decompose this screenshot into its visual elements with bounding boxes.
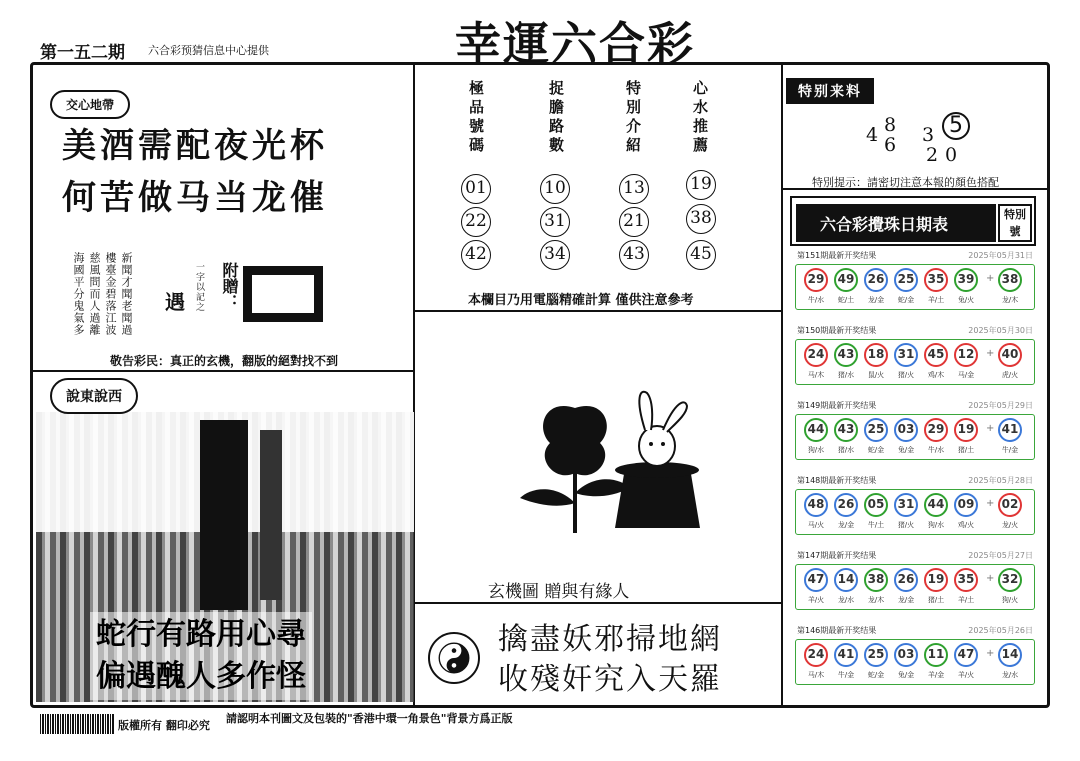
number-circle: 43: [619, 240, 649, 270]
draw-label: 第147期最新开奖结果: [797, 551, 877, 560]
number-circle: 01: [461, 174, 491, 204]
zodiac-label: 猪/土: [927, 596, 945, 604]
zodiac-label: 狗/火: [1001, 596, 1019, 604]
ball: 25: [864, 643, 888, 667]
ball: 38: [864, 568, 888, 592]
special-ball: 32: [998, 568, 1022, 592]
zodiac-label: 羊/火: [957, 671, 975, 679]
plus-icon: +: [986, 423, 995, 434]
zodiac-label: 龙/金: [837, 521, 855, 529]
ball: 29: [924, 418, 948, 442]
draw-label: 第146期最新开奖结果: [797, 626, 877, 635]
number-circle: 21: [619, 207, 649, 237]
footer-notice: 請認明本刊圖文及包裝的"香港中環一角景色"背景方爲正版: [226, 712, 513, 725]
zodiac-label: 蛇/金: [867, 671, 885, 679]
zodiac-label: 狗/水: [927, 521, 945, 529]
number-circle: 42: [461, 240, 491, 270]
number-circle: 45: [686, 240, 716, 270]
ball: 31: [894, 493, 918, 517]
number-circle: 31: [540, 207, 570, 237]
yu-character: 遇: [165, 290, 185, 314]
zodiac-label: 猪/土: [957, 446, 975, 454]
attach-label: 附贈：: [220, 262, 239, 310]
draw-header: [797, 550, 1035, 561]
zodiac-label: 猪/水: [837, 446, 855, 454]
draw-row: [795, 564, 1035, 610]
rights-text: 版權所有 翻印必究: [118, 719, 210, 732]
divider-right: [781, 64, 783, 708]
poem-bottom-line1: 蛇行有路用心尋: [96, 617, 306, 652]
ball: 35: [924, 268, 948, 292]
ball: 31: [894, 343, 918, 367]
draw-header: [797, 400, 1035, 411]
number-circle: 38: [686, 204, 716, 234]
zodiac-label: 兔/金: [897, 671, 915, 679]
ball: 26: [834, 493, 858, 517]
special-ball: 40: [998, 343, 1022, 367]
barcode-icon: [40, 714, 114, 734]
plus-icon: +: [986, 348, 995, 359]
col-title-4: 心水推薦: [691, 80, 709, 156]
zodiac-label: 虎/火: [1001, 371, 1019, 379]
ball: 29: [804, 268, 828, 292]
ball: 12: [954, 343, 978, 367]
zodiac-label: 牛/水: [927, 446, 945, 454]
plus-icon: +: [986, 573, 995, 584]
tower-shape: [200, 420, 248, 610]
draw-date: 2025年05月28日: [968, 476, 1033, 485]
special-num: 8: [884, 114, 897, 136]
zodiac-label: 马/金: [957, 371, 975, 379]
number-circle: 22: [461, 207, 491, 237]
zodiac-label: 龙/木: [1001, 296, 1019, 304]
zodiac-label: 牛/水: [807, 296, 825, 304]
zodiac-label: 猪/火: [897, 521, 915, 529]
draw-row: [795, 339, 1035, 385]
draw-header: [797, 325, 1035, 336]
number-circle: 10: [540, 174, 570, 204]
divider-mid-bottom: [414, 602, 782, 604]
rabbit-hat-icon: [615, 392, 700, 528]
special-num: 0: [945, 144, 958, 166]
special-badge: 特別號: [998, 204, 1032, 242]
ball: 44: [804, 418, 828, 442]
disclaimer-text: 本欄目乃用電腦精確計算 僅供注意參考: [468, 293, 694, 308]
zodiac-label: 马/火: [807, 521, 825, 529]
zodiac-label: 龙/金: [867, 296, 885, 304]
poem-top-line1: 美酒需配夜光杯: [62, 126, 328, 166]
riddle-caption: 玄機圖 贈與有緣人: [488, 582, 630, 602]
poem-bottom: [90, 612, 312, 700]
zodiac-label: 龙/火: [1001, 521, 1019, 529]
draw-header: [797, 250, 1035, 261]
zodiac-label: 蛇/金: [867, 446, 885, 454]
zodiac-label: 龙/金: [897, 596, 915, 604]
attached-image-box: [243, 266, 323, 322]
yin-yang-icon: [428, 632, 480, 684]
poem-top: [62, 120, 328, 224]
special-ball: 41: [998, 418, 1022, 442]
divider-left-mid: [32, 370, 414, 372]
schedule-title: 六合彩攪珠日期表: [820, 215, 949, 234]
zodiac-label: 羊/金: [927, 671, 945, 679]
draw-date: 2025年05月26日: [968, 626, 1033, 635]
col-title-1: 極品號碼: [467, 80, 485, 156]
verse-col-3: 慈風問而人過離: [88, 252, 101, 336]
ball: 11: [924, 643, 948, 667]
plus-icon: +: [986, 648, 995, 659]
draw-date: 2025年05月27日: [968, 551, 1033, 560]
draw-label: 第149期最新开奖结果: [797, 401, 877, 410]
zodiac-label: 龙/木: [867, 596, 885, 604]
ball: 24: [804, 643, 828, 667]
col-title-3: 特別介紹: [624, 80, 642, 156]
verse-col-1: 新聞才聞老聞過: [120, 252, 133, 336]
ball: 39: [954, 268, 978, 292]
brand-title: 幸運六合彩: [455, 17, 695, 71]
number-circle: 13: [619, 174, 649, 204]
draw-row: [795, 414, 1035, 460]
special-hint: 特別提示：請密切注意本報的顏色搭配: [812, 176, 999, 189]
ball: 19: [954, 418, 978, 442]
ball: 25: [894, 268, 918, 292]
zodiac-label: 兔/金: [897, 446, 915, 454]
poem-middle: [498, 620, 722, 700]
zodiac-label: 猪/火: [897, 371, 915, 379]
poem-top-line2: 何苦做马当龙催: [62, 178, 328, 218]
draw-label: 第151期最新开奖结果: [797, 251, 877, 260]
ball: 14: [834, 568, 858, 592]
draw-header: [797, 475, 1035, 486]
poem-bottom-line2: 偏遇醜人多作怪: [96, 659, 306, 694]
special-ball: 02: [998, 493, 1022, 517]
ball: 35: [954, 568, 978, 592]
ball: 03: [894, 418, 918, 442]
ball: 18: [864, 343, 888, 367]
ball: 44: [924, 493, 948, 517]
number-circle: 34: [540, 240, 570, 270]
ball: 43: [834, 418, 858, 442]
zodiac-label: 鼠/火: [867, 371, 885, 379]
zodiac-label: 羊/土: [957, 596, 975, 604]
divider-mid-top: [414, 310, 782, 312]
ball: 25: [864, 418, 888, 442]
zodiac-label: 羊/土: [927, 296, 945, 304]
poem-middle-line2: 收殘奸究入天羅: [498, 662, 722, 697]
special-num: 6: [884, 134, 897, 156]
ball: 43: [834, 343, 858, 367]
draw-row: [795, 639, 1035, 685]
draw-header: [797, 625, 1035, 636]
speech-bubble: 說東說西: [50, 378, 138, 414]
zodiac-label: 蛇/土: [837, 296, 855, 304]
flower-icon: [520, 406, 630, 533]
verse-col-4: 海國平分鬼氣多: [72, 252, 85, 336]
ball: 05: [864, 493, 888, 517]
ball: 49: [834, 268, 858, 292]
zodiac-label: 马/木: [807, 671, 825, 679]
special-num-ring: 5: [942, 112, 970, 140]
ball: 47: [954, 643, 978, 667]
draw-row: [795, 489, 1035, 535]
schedule-header: [790, 196, 1036, 246]
zodiac-label: 牛/金: [837, 671, 855, 679]
ball: 26: [894, 568, 918, 592]
verse-col-2: 樓臺金碧落江波: [104, 252, 117, 336]
zodiac-label: 猪/水: [837, 371, 855, 379]
ball: 09: [954, 493, 978, 517]
draw-date: 2025年05月30日: [968, 326, 1033, 335]
special-num: 2: [926, 144, 939, 166]
section-tag: 交心地帶: [50, 90, 130, 119]
ball: 19: [924, 568, 948, 592]
zodiac-label: 牛/土: [867, 521, 885, 529]
issue-number: 第一五二期: [40, 43, 125, 63]
draw-date: 2025年05月31日: [968, 251, 1033, 260]
number-circle: 19: [686, 170, 716, 200]
provider-text: 六合彩预猜信息中心提供: [148, 44, 269, 57]
draw-label: 第150期最新开奖结果: [797, 326, 877, 335]
ball: 47: [804, 568, 828, 592]
special-ball: 14: [998, 643, 1022, 667]
zodiac-label: 鸡/火: [957, 521, 975, 529]
ball: 26: [864, 268, 888, 292]
riddle-picture: [515, 388, 715, 538]
ball: 45: [924, 343, 948, 367]
ball: 48: [804, 493, 828, 517]
poem-middle-line1: 擒盡妖邪掃地網: [498, 622, 722, 657]
zodiac-label: 牛/金: [1001, 446, 1019, 454]
special-num: 3: [922, 124, 935, 146]
ball: 41: [834, 643, 858, 667]
special-num: 4: [866, 124, 879, 146]
zodiac-label: 狗/水: [807, 446, 825, 454]
zodiac-label: 龙/水: [1001, 671, 1019, 679]
zodiac-label: 蛇/金: [897, 296, 915, 304]
notice-text: 敬告彩民：真正的玄機，翻版的絕對找不到: [110, 354, 339, 368]
zodiac-label: 马/木: [807, 371, 825, 379]
draw-date: 2025年05月29日: [968, 401, 1033, 410]
draw-row: [795, 264, 1035, 310]
special-title: 特别来料: [786, 78, 874, 104]
zodiac-label: 羊/火: [807, 596, 825, 604]
small-note: 一字以記之: [194, 262, 204, 312]
zodiac-label: 鸡/木: [927, 371, 945, 379]
tower-shape-2: [260, 430, 282, 600]
special-ball: 38: [998, 268, 1022, 292]
zodiac-label: 龙/水: [837, 596, 855, 604]
plus-icon: +: [986, 273, 995, 284]
plus-icon: +: [986, 498, 995, 509]
col-title-2: 捉膽路數: [547, 80, 565, 156]
draw-label: 第148期最新开奖结果: [797, 476, 877, 485]
ball: 24: [804, 343, 828, 367]
ball: 03: [894, 643, 918, 667]
zodiac-label: 兔/火: [957, 296, 975, 304]
